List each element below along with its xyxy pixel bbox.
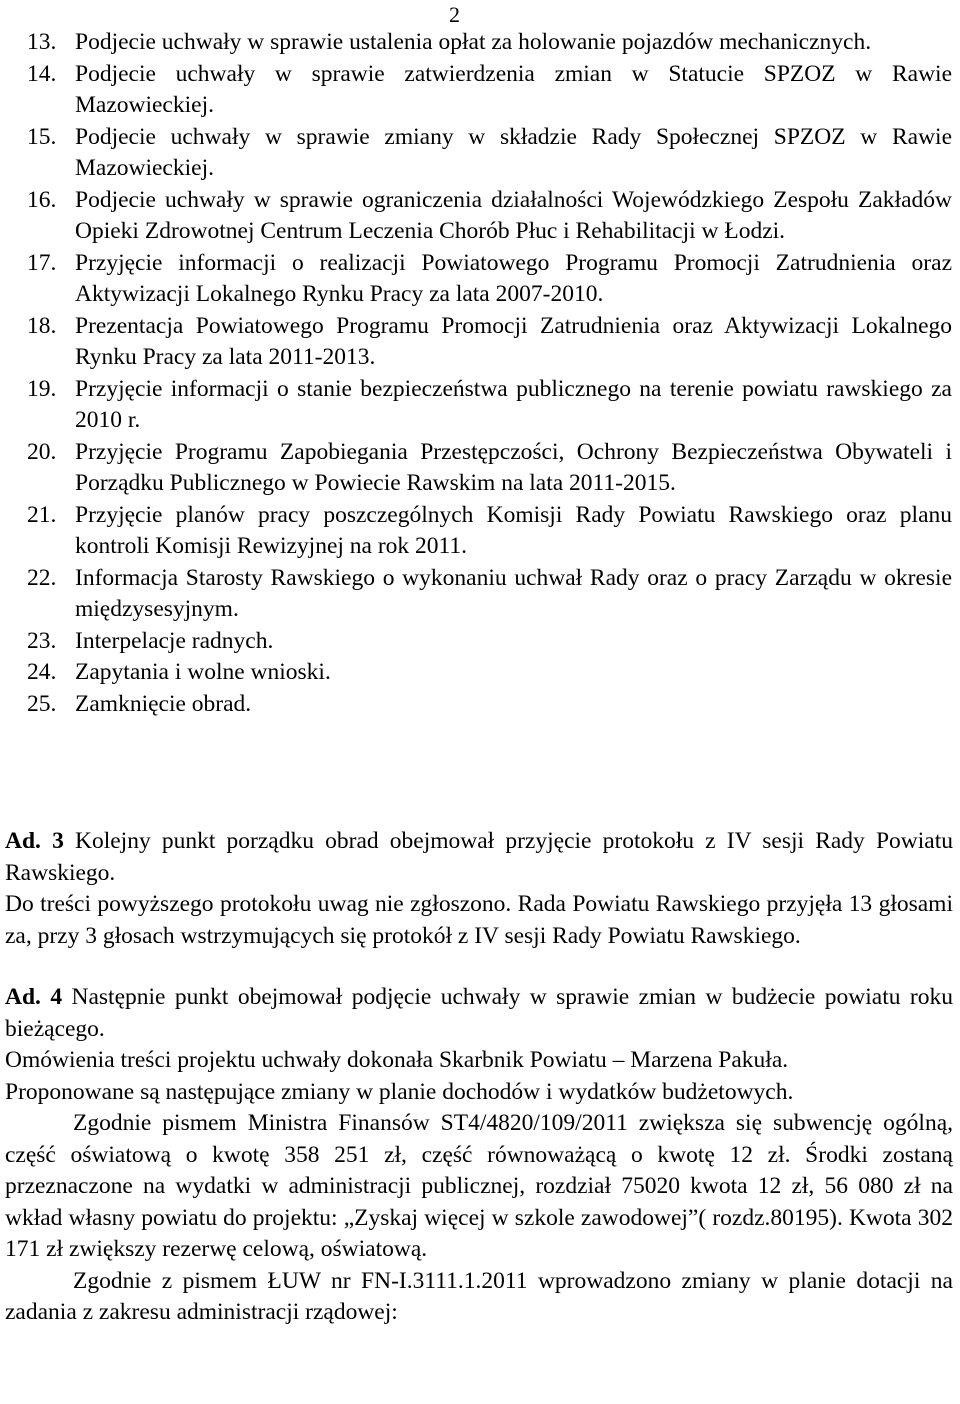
agenda-item-text: Prezentacja Powiatowego Programu Promocji Zatrudnienia oraz Aktywizacji Lokalnego Rynku Pracy za lata 2011-2013. <box>75 312 952 370</box>
agenda-item-text: Podjecie uchwały w sprawie zmiany w składzie Rady Społecznej SPZOZ w Rawie Mazowieckiej. <box>75 123 952 181</box>
agenda-item-15 <box>27 122 952 185</box>
agenda-item-text: Zapytania i wolne wnioski. <box>75 659 331 685</box>
ad3-result-paragraph: Do treści powyższego protokołu uwag nie zgłoszono. Rada Powiatu Rawskiego przyjęła 13 głosami za, przy 3 głosach wstrzymujących się protokół z IV sesji Rady Powiatu Rawskiego. <box>5 891 953 949</box>
ad4-presenter-paragraph: Omówienia treści projektu uchwały dokonała Skarbnik Powiatu – Marzena Pakuła. <box>5 1047 789 1073</box>
agenda-item-25 <box>27 689 952 721</box>
agenda-item-text: Przyjęcie Programu Zapobiegania Przestępczości, Ochrony Bezpieczeństwa Obywateli i Porządku Publicznego w Powiecie Rawskim na lata 2011-2015. <box>75 438 952 496</box>
agenda-item-number: 17. <box>27 249 57 276</box>
agenda-item-23 <box>27 626 952 658</box>
agenda-list <box>0 27 960 720</box>
agenda-item-text: Podjecie uchwały w sprawie zatwierdzenia zmian w Statucie SPZOZ w Rawie Mazowieckiej. <box>75 60 952 118</box>
agenda-item-22 <box>27 563 952 626</box>
ad4-label: Ad. 4 <box>5 984 63 1010</box>
page-number: 2 <box>449 2 460 27</box>
agenda-item-number: 23. <box>27 627 57 654</box>
agenda-item-number: 22. <box>27 564 57 591</box>
agenda-item-text: Informacja Starosty Rawskiego o wykonaniu uchwał Rady oraz o pracy Zarządu w okresie międzysesyjnym. <box>75 564 952 622</box>
ad4-grants-paragraph: Zgodnie z pismem ŁUW nr FN-I.3111.1.2011 wprowadzono zmiany w planie dotacji na zadania z zakresu administracji rządowej: <box>5 1267 953 1325</box>
agenda-item-text: Interpelacje radnych. <box>75 627 274 654</box>
agenda-item-18 <box>27 311 952 374</box>
agenda-item-text: Zamknięcie obrad. <box>75 690 252 717</box>
ad4-paragraph <box>5 982 953 1045</box>
ad4-subsidy-paragraph: Zgodnie pismem Ministra Finansów ST4/4820/109/2011 zwiększa się subwencję ogólną, część oświatową o kwotę 358 251 zł, część równoważącą o kwotę 12 zł. Środki zostaną przeznaczone na wydatki w administracji publicznej, rozdział 75020 kwota 12 zł, 56 080 zł na wkład własny powiatu do projektu: „Zyskaj więcej w szkole zawodowej”( rozdz.80195). Kwota 302 171 zł zwiększy rezerwę celową, oświatową. <box>5 1110 953 1262</box>
agenda-item-number: 18. <box>27 312 57 339</box>
agenda-item-text: Przyjęcie planów pracy poszczególnych Komisji Rady Powiatu Rawskiego oraz planu kontroli Komisji Rewizyjnej na rok 2011. <box>75 501 952 559</box>
agenda-item-19 <box>27 374 952 437</box>
agenda-item-20 <box>27 437 952 500</box>
agenda-item-number: 15. <box>27 123 57 150</box>
agenda-item-21 <box>27 500 952 563</box>
agenda-item-text: Podjecie uchwały w sprawie ograniczenia działalności Wojewódzkiego Zespołu Zakładów Opieki Zdrowotnej Centrum Leczenia Chorób Płuc i Rehabilitacji w Łodzi. <box>75 186 952 244</box>
agenda-item-16 <box>27 185 952 248</box>
agenda-item-number: 25. <box>27 690 57 717</box>
agenda-item-number: 16. <box>27 186 57 213</box>
agenda-item-13 <box>27 27 952 59</box>
agenda-item-number: 13. <box>27 29 57 55</box>
agenda-item-number: 24. <box>27 659 57 685</box>
ad3-paragraph <box>5 826 953 889</box>
agenda-item-number: 19. <box>27 375 57 402</box>
agenda-item-text: Podjecie uchwały w sprawie ustalenia opłat za holowanie pojazdów mechanicznych. <box>75 29 872 55</box>
ad3-label: Ad. 3 <box>5 828 64 854</box>
agenda-item-text: Przyjęcie informacji o stanie bezpieczeństwa publicznego na terenie powiatu rawskiego za 2010 r. <box>75 375 952 433</box>
ad4-proposal-paragraph: Proponowane są następujące zmiany w planie dochodów i wydatków budżetowych. <box>5 1078 794 1105</box>
agenda-item-number: 21. <box>27 501 57 528</box>
agenda-item-text: Przyjęcie informacji o realizacji Powiatowego Programu Promocji Zatrudnienia oraz Aktywizacji Lokalnego Rynku Pracy za lata 2007-2010. <box>75 249 952 307</box>
agenda-item-17 <box>27 248 952 311</box>
agenda-item-number: 14. <box>27 60 57 87</box>
agenda-item-number: 20. <box>27 438 57 465</box>
minutes-body <box>5 826 953 1329</box>
ad3-text: Kolejny punkt porządku obrad obejmował przyjęcie protokołu z IV sesji Rady Powiatu Rawskiego. <box>5 828 953 886</box>
agenda-item-24 <box>27 657 952 689</box>
ad4-text: Następnie punkt obejmował podjęcie uchwały w sprawie zmian w budżecie powiatu roku bieżącego. <box>5 984 953 1042</box>
agenda-item-14 <box>27 59 952 122</box>
